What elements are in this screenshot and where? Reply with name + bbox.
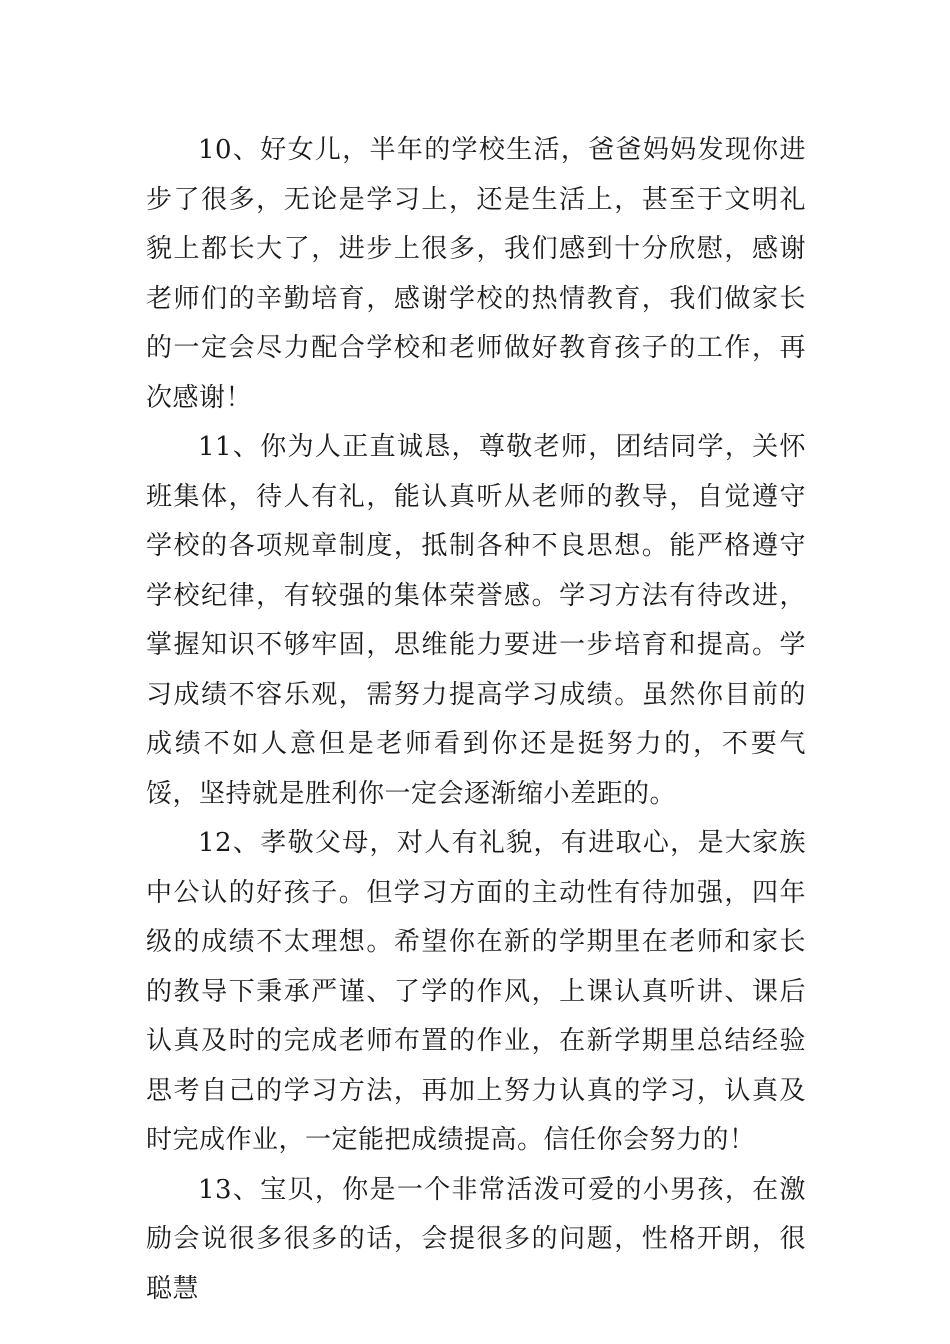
paragraph-12: 12、孝敬父母，对人有礼貌，有进取心，是大家族中公认的好孩子。但学习方面的主动性有待加强，四年级的成绩不太理想。希望你在新的学期里在老师和家长的教导下秉承严谨、了学的作风，上课认真听讲、课后认真及时的完成老师布置的作业，在新学期里总结经验思考自己的学习方法，再加上努力认真的学习，认真及时完成作业，一定能把成绩提高。信任你会努力的！ [146, 828, 806, 1155]
paragraph-13: 13、宝贝，你是一个非常活泼可爱的小男孩，在激励会说很多很多的话，会提很多的问题，性格开朗，很聪慧 [146, 1174, 806, 1304]
paragraph-10: 10、好女儿，半年的学校生活，爸爸妈妈发现你进步了很多，无论是学习上，还是生活上，甚至于文明礼貌上都长大了，进步上很多，我们感到十分欣慰，感谢老师们的辛勤培育，感谢学校的热情教育，我们做家长的一定会尽力配合学校和老师做好教育孩子的工作，再次感谢！ [146, 135, 806, 413]
document-body [146, 126, 806, 1314]
paragraph-11: 11、你为人正直诚恳，尊敬老师，团结同学，关怀班集体，待人有礼，能认真听从老师的教导，自觉遵守学校的各项规章制度，抵制各种不良思想。能严格遵守学校纪律，有较强的集体荣誉感。学习方法有待改进，掌握知识不够牢固，思维能力要进一步培育和提高。学习成绩不容乐观，需努力提高学习成绩。虽然你目前的成绩不如人意但是老师看到你还是挺努力的，不要气馁，坚持就是胜利你一定会逐渐缩小差距的。 [146, 432, 806, 809]
